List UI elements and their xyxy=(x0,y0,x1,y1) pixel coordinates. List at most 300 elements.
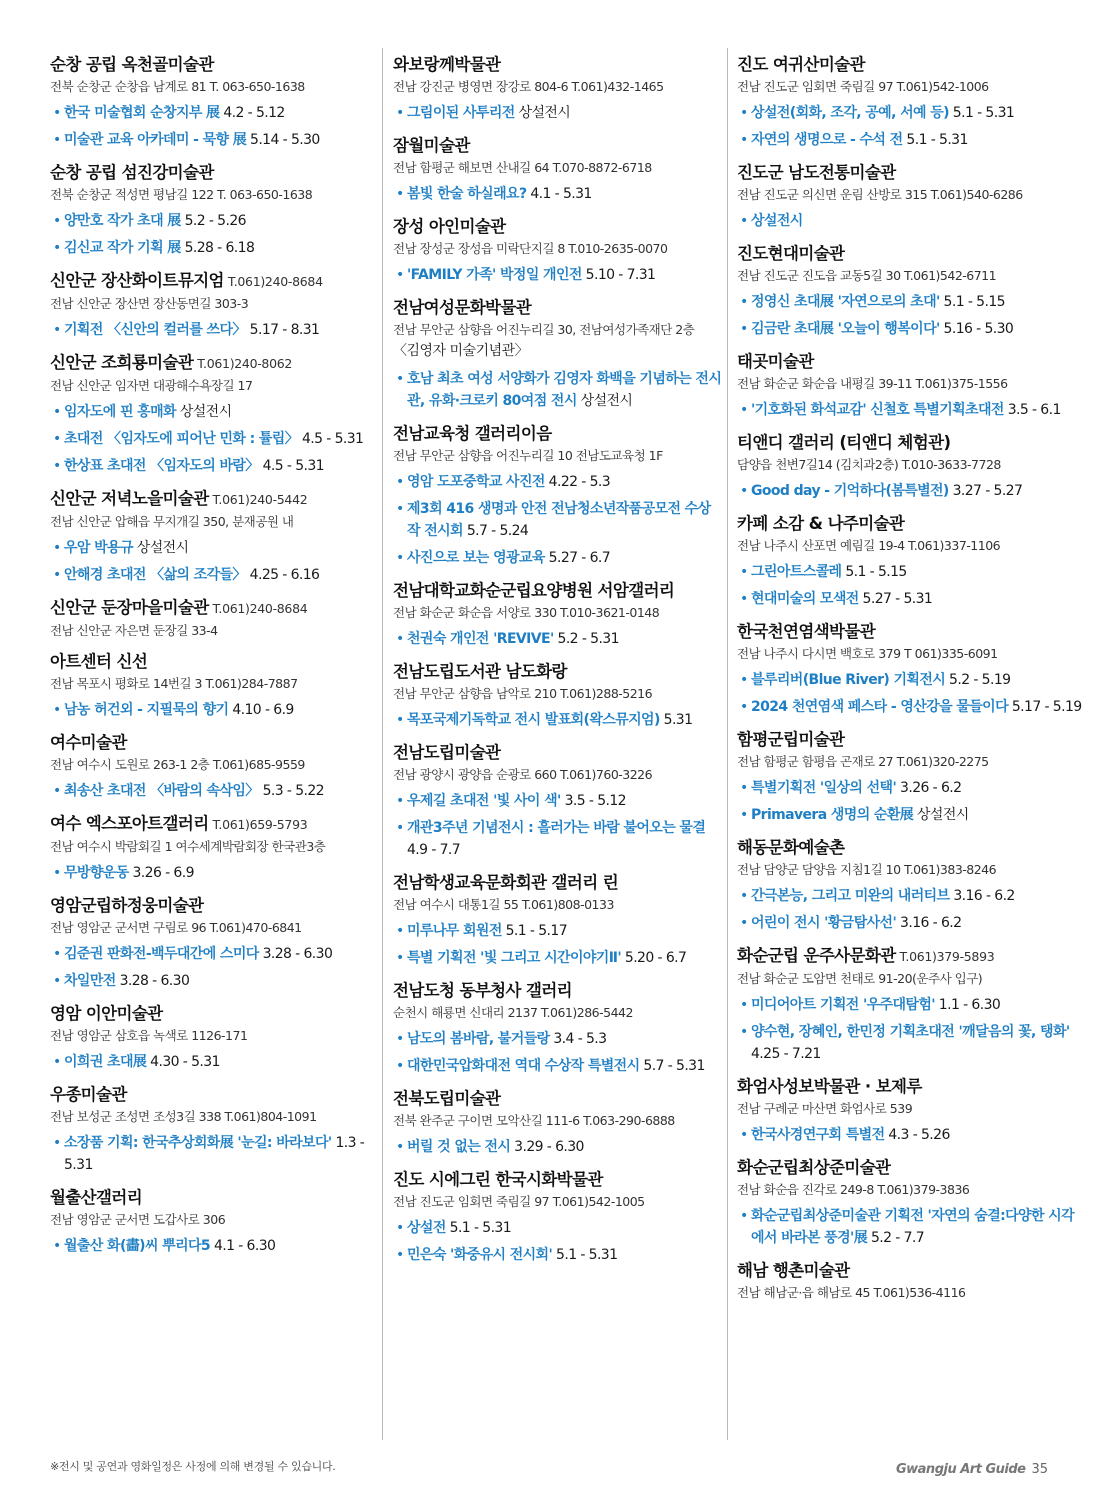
exhibition-date: 5.1 - 5.17 xyxy=(505,923,567,939)
venue-address: 전남 진도군 임회면 죽림길 97 T.061)542-1005 xyxy=(393,1194,645,1209)
exhibition-date: 5.3 - 5.22 xyxy=(262,783,324,799)
exhibition-date: 5.1 - 5.31 xyxy=(906,132,968,148)
venue-address: 전남 신안군 장산면 장산동면길 303-3 xyxy=(50,296,249,311)
venue-entry xyxy=(50,1185,375,1257)
exhibition-item xyxy=(737,777,1082,799)
exhibition-title: 미디어아트 기획전 '우주대탐험' xyxy=(751,997,935,1013)
exhibition-item xyxy=(50,455,375,477)
exhibition-date: 5.1 - 5.15 xyxy=(943,294,1005,310)
venue-title: 순창 공립 옥천골미술관 xyxy=(50,55,214,74)
exhibition-title: 상설전 xyxy=(407,1220,446,1236)
venue-address: 전남 나주시 다시면 백호로 379 T 061)335-6091 xyxy=(737,646,998,661)
exhibition-date: 3.28 - 6.30 xyxy=(262,946,333,962)
exhibition-date: 3.5 - 5.12 xyxy=(564,793,626,809)
venue-title: 전남도립도서관 남도화랑 xyxy=(393,662,567,681)
venue-entry xyxy=(393,52,723,124)
venue-name xyxy=(393,659,723,684)
venue-name xyxy=(737,241,1082,266)
exhibition-date: 4.25 - 6.16 xyxy=(249,567,320,583)
exhibition-item xyxy=(50,970,375,992)
exhibition-item xyxy=(393,102,723,124)
venue-address: 전남 함평군 해보면 산내길 64 T.070-8872-6718 xyxy=(393,160,652,175)
exhibition-title: 대한민국압화대전 역대 수상작 특별전시 xyxy=(407,1058,640,1074)
exhibition-item xyxy=(393,264,723,286)
venue-phone: T.061)240-5442 xyxy=(212,492,308,507)
exhibition-date: 5.2 - 5.26 xyxy=(184,213,246,229)
exhibition-title: 사진으로 보는 영광교육 xyxy=(407,550,545,566)
venue-entry xyxy=(737,52,1082,151)
venue-title: 영암군립하정웅미술관 xyxy=(50,896,204,915)
exhibition-date: 4.25 - 7.21 xyxy=(751,1046,821,1062)
venue-address: 전남 화순읍 진각로 249-8 T.061)379-3836 xyxy=(737,1182,970,1197)
exhibition-title: 상설전(회화, 조각, 공예, 서예 등) xyxy=(751,105,949,121)
venue-entry xyxy=(393,978,723,1077)
exhibition-title: '기호화된 화석교감' 신철호 특별기획초대전 xyxy=(751,402,1004,418)
exhibition-list xyxy=(393,790,723,861)
venue-phone: T.061)379-5893 xyxy=(899,949,995,964)
exhibition-item xyxy=(737,885,1082,907)
venue-phone: T.061)240-8684 xyxy=(212,601,308,616)
venue-entry xyxy=(737,619,1082,718)
exhibition-date: 4.5 - 5.31 xyxy=(262,458,324,474)
venue-address: 전남 담양군 담양읍 지침1길 10 T.061)383-8246 xyxy=(737,862,997,877)
venue-name xyxy=(50,811,375,837)
exhibition-date: 3.27 - 5.27 xyxy=(952,483,1023,499)
exhibition-list xyxy=(50,780,375,802)
exhibition-date: 4.9 - 7.7 xyxy=(407,842,461,858)
venue-entry xyxy=(50,52,375,151)
exhibition-list xyxy=(50,102,375,151)
exhibition-list xyxy=(393,1217,723,1266)
venue-entry xyxy=(50,350,375,477)
venue-phone: T.061)240-8684 xyxy=(227,274,323,289)
exhibition-date: 5.16 - 5.30 xyxy=(943,321,1014,337)
venue-name xyxy=(50,160,375,185)
exhibition-list xyxy=(393,709,723,731)
venue-name xyxy=(737,619,1082,644)
venue-name xyxy=(393,1086,723,1111)
venue-address: 전남 보성군 조성면 조성3길 338 T.061)804-1091 xyxy=(50,1109,317,1124)
venue-title: 카페 소감 & 나주미술관 xyxy=(737,514,905,533)
venue-address: 전남 영암군 군서면 도갑사로 306 xyxy=(50,1212,226,1227)
exhibition-date: 5.10 - 7.31 xyxy=(585,267,656,283)
exhibition-title: 김금란 초대展 '오늘이 행복이다' xyxy=(751,321,940,337)
venue-name xyxy=(50,1185,375,1210)
exhibition-item xyxy=(737,994,1082,1016)
exhibition-list xyxy=(50,699,375,721)
exhibition-date: 5.1 - 5.31 xyxy=(952,105,1015,121)
exhibition-title: 호남 최초 여성 서양화가 김영자 화백을 기념하는 전시관, 유화·크로키 80여점 전시 xyxy=(407,371,722,409)
venue-entry xyxy=(50,1082,375,1176)
exhibition-title: 한상표 초대전 〈임자도의 바람〉 xyxy=(64,458,259,474)
exhibition-date: 5.17 - 5.19 xyxy=(1011,699,1082,715)
exhibition-list xyxy=(737,399,1082,421)
exhibition-item xyxy=(50,1051,375,1073)
exhibition-list xyxy=(737,1124,1082,1146)
exhibition-date: 5.27 - 5.31 xyxy=(862,591,933,607)
venue-address: 전남 영암군 군서면 구림로 96 T.061)470-6841 xyxy=(50,920,302,935)
exhibition-title: 간극본능, 그리고 미완의 내러티브 xyxy=(751,888,950,904)
venue-entry xyxy=(737,835,1082,934)
exhibition-list xyxy=(393,1136,723,1158)
exhibition-title: Good day - 기억하다(봄특별전) xyxy=(751,483,949,499)
exhibition-date: 4.3 - 5.26 xyxy=(888,1127,950,1143)
venue-name xyxy=(737,1155,1082,1180)
listing-column-3 xyxy=(737,52,1082,1311)
exhibition-item xyxy=(50,537,375,559)
exhibition-date: 4.30 - 5.31 xyxy=(150,1054,220,1070)
exhibition-title: 월출산 화(畵)씨 뿌리다5 xyxy=(64,1238,211,1254)
exhibition-item xyxy=(737,129,1082,151)
exhibition-title: 초대전 〈임자도에 피어난 민화 : 튤립〉 xyxy=(64,431,299,447)
exhibition-list xyxy=(737,1205,1082,1249)
exhibition-title: 제3회 416 생명과 안전 전남청소년작품공모전 수상작 전시회 xyxy=(407,501,711,539)
exhibition-title: 임자도에 핀 홍매화 xyxy=(64,404,176,420)
venue-title: 신안군 저녁노을미술관 xyxy=(50,489,209,508)
exhibition-title: 남농 허건외 - 지필묵의 향기 xyxy=(64,702,229,718)
venue-entry xyxy=(50,811,375,884)
venue-entry xyxy=(737,943,1082,1065)
venue-address: 전남 여수시 도원로 263-1 2층 T.061)685-9559 xyxy=(50,757,305,772)
venue-name xyxy=(737,1258,1082,1283)
exhibition-item xyxy=(737,1021,1082,1065)
exhibition-date: 3.28 - 6.30 xyxy=(119,973,190,989)
exhibition-item xyxy=(393,1244,723,1266)
exhibition-item xyxy=(50,319,375,341)
venue-title: 잠월미술관 xyxy=(393,136,470,155)
exhibition-list xyxy=(50,319,375,341)
venue-title: 한국천연염색박물관 xyxy=(737,622,876,641)
exhibition-item xyxy=(50,1132,375,1176)
venue-entry xyxy=(737,1258,1082,1302)
venue-address: 전남 함평군 함평읍 곤재로 27 T.061)320-2275 xyxy=(737,754,989,769)
exhibition-date: 3.5 - 6.1 xyxy=(1007,402,1061,418)
exhibition-item xyxy=(737,588,1082,610)
exhibition-date: 5.7 - 5.24 xyxy=(466,523,529,539)
venue-title: 전남여성문화박물관 xyxy=(393,298,532,317)
exhibition-title: 화순군립최상준미술관 기획전 '자연의 숨결:다양한 시각에서 바라본 풍경'展 xyxy=(751,1208,1075,1246)
exhibition-title: 2024 천연염색 페스타 - 영산강을 물들이다 xyxy=(751,699,1009,715)
venue-entry xyxy=(50,893,375,992)
exhibition-list xyxy=(393,920,723,969)
exhibition-date: 4.1 - 6.30 xyxy=(213,1238,276,1254)
exhibition-item xyxy=(737,210,1082,232)
venue-name xyxy=(50,1082,375,1107)
exhibition-item xyxy=(737,291,1082,313)
venue-address: 전남 화순군 화순읍 서양로 330 T.010-3621-0148 xyxy=(393,605,660,620)
exhibition-title: 'FAMILY 가족' 박정일 개인전 xyxy=(407,267,582,283)
exhibition-title: 특별 기획전 '빛 그리고 시간이야기Ⅱ' xyxy=(407,950,622,966)
exhibition-item xyxy=(50,780,375,802)
exhibition-date: 상설전시 xyxy=(580,393,633,409)
exhibition-date: 4.10 - 6.9 xyxy=(232,702,294,718)
venue-address: 전남 여수시 대통1길 55 T.061)808-0133 xyxy=(393,897,614,912)
venue-address: 전남 구례군 마산면 화엄사로 539 xyxy=(737,1101,913,1116)
venue-title: 장성 아인미술관 xyxy=(393,217,506,236)
exhibition-item xyxy=(737,912,1082,934)
venue-address: 전남 신안군 압해읍 무지개길 350, 분재공원 내 xyxy=(50,514,294,529)
venue-title: 진도 시에그린 한국시화박물관 xyxy=(393,1170,603,1189)
exhibition-list xyxy=(393,368,723,412)
venue-address: 전남 나주시 산포면 예림길 19-4 T.061)337-1106 xyxy=(737,538,1001,553)
venue-name xyxy=(393,133,723,158)
exhibition-title: 영암 도포중학교 사진전 xyxy=(407,474,545,490)
venue-title: 화엄사성보박물관 · 보제루 xyxy=(737,1077,922,1096)
venue-entry xyxy=(393,295,723,412)
exhibition-date: 3.16 - 6.2 xyxy=(953,888,1015,904)
exhibition-title: 그린아트스콜레 xyxy=(751,564,842,580)
exhibition-date: 5.31 xyxy=(663,712,693,728)
exhibition-item xyxy=(393,1136,723,1158)
venue-subheading: 〈김영자 미술기념관〉 xyxy=(393,343,529,359)
venue-name xyxy=(50,730,375,755)
venue-title: 티앤디 갤러리 (티앤디 체험관) xyxy=(737,433,951,452)
exhibition-list xyxy=(737,669,1082,718)
exhibition-item xyxy=(737,1205,1082,1249)
exhibition-item xyxy=(393,368,723,412)
guide-title: Gwangju Art Guide xyxy=(895,1462,1026,1477)
venue-title: 전남학생교육문화회관 갤러리 린 xyxy=(393,873,619,892)
venue-title: 여수미술관 xyxy=(50,733,127,752)
venue-name xyxy=(737,835,1082,860)
exhibition-title: 특별기획전 '일상의 선택' xyxy=(751,780,897,796)
venue-name xyxy=(737,511,1082,536)
exhibition-list xyxy=(393,628,723,650)
exhibition-date: 5.2 - 5.19 xyxy=(949,672,1011,688)
venue-name xyxy=(393,52,723,77)
venue-name xyxy=(50,595,375,621)
venue-title: 진도현대미술관 xyxy=(737,244,845,263)
exhibition-title: 우제길 초대전 '빛 사이 색' xyxy=(407,793,561,809)
venue-entry xyxy=(737,430,1082,502)
exhibition-list xyxy=(393,183,723,205)
venue-address: 전남 무안군 삼향읍 남악로 210 T.061)288-5216 xyxy=(393,686,653,701)
exhibition-title: 미술관 교육 아카데미 - 묵향 展 xyxy=(64,132,247,148)
exhibition-date: 5.28 - 6.18 xyxy=(184,240,255,256)
venue-entry xyxy=(737,241,1082,340)
exhibition-list xyxy=(393,1028,723,1077)
exhibition-item xyxy=(737,399,1082,421)
venue-phone: T.061)659-5793 xyxy=(212,817,308,832)
venue-title: 함평군립미술관 xyxy=(737,730,845,749)
exhibition-list xyxy=(393,102,723,124)
exhibition-title: 최송산 초대전 〈바람의 속삭임〉 xyxy=(64,783,259,799)
exhibition-item xyxy=(737,696,1082,718)
venue-entry xyxy=(50,1001,375,1073)
exhibition-title: 우암 박용규 xyxy=(64,540,133,556)
exhibition-title: 안해경 초대전 〈삶의 조각들〉 xyxy=(64,567,246,583)
exhibition-date: 5.14 - 5.30 xyxy=(250,132,320,148)
venue-entry xyxy=(393,578,723,650)
exhibition-title: 어린이 전시 '황금탐사선' xyxy=(751,915,897,931)
exhibition-title: 그림이된 사투리전 xyxy=(407,105,515,121)
exhibition-title: 천권숙 개인전 'REVIVE' xyxy=(407,631,554,647)
venue-title: 신안군 둔장마을미술관 xyxy=(50,598,209,617)
venue-address: 담양읍 천변7길14 (김치과2층) T.010-3633-7728 xyxy=(737,457,1001,472)
venue-entry xyxy=(50,649,375,721)
exhibition-item xyxy=(393,817,723,861)
venue-entry xyxy=(393,1086,723,1158)
venue-name xyxy=(737,349,1082,374)
venue-name xyxy=(737,160,1082,185)
exhibition-date: 5.1 - 5.31 xyxy=(449,1220,512,1236)
venue-title: 우종미술관 xyxy=(50,1085,127,1104)
exhibition-item xyxy=(393,920,723,942)
venue-address: 전남 영암군 삼호읍 녹색로 1126-171 xyxy=(50,1028,248,1043)
venue-title: 해남 행촌미술관 xyxy=(737,1261,850,1280)
venue-entry xyxy=(50,486,375,586)
venue-entry xyxy=(737,727,1082,826)
venue-name xyxy=(50,893,375,918)
exhibition-list xyxy=(50,1051,375,1073)
venue-address: 전남 무안군 삼향읍 어진누리길 30, 전남여성가족재단 2층 xyxy=(393,322,695,337)
venue-name xyxy=(393,740,723,765)
venue-address: 전남 진도군 임회면 죽림길 97 T.061)542-1006 xyxy=(737,79,989,94)
exhibition-item xyxy=(393,709,723,731)
schedule-change-note: ※전시 및 공연과 영화일정은 사정에 의해 변경될 수 있습니다. xyxy=(50,1460,336,1473)
venue-name xyxy=(50,350,375,376)
venue-name xyxy=(737,52,1082,77)
exhibition-item xyxy=(50,428,375,450)
exhibition-title: 미루나무 회원전 xyxy=(407,923,502,939)
exhibition-title: 버릴 것 없는 전시 xyxy=(407,1139,511,1155)
venue-name xyxy=(393,578,723,603)
exhibition-item xyxy=(737,669,1082,691)
exhibition-item xyxy=(737,480,1082,502)
venue-address: 전북 순창군 적성면 평남길 122 T. 063-650-1638 xyxy=(50,187,313,202)
venue-entry xyxy=(50,268,375,341)
venue-address: 전남 여수시 박람회길 1 여수세계박람회장 한국관3층 xyxy=(50,839,326,854)
venue-address: 전남 진도군 진도읍 교동5길 30 T.061)542-6711 xyxy=(737,268,997,283)
exhibition-title: 소장품 기획: 한국추상회화展 '눈길: 바라보다' xyxy=(64,1135,332,1151)
exhibition-date: 4.1 - 5.31 xyxy=(530,186,592,202)
venue-title: 태곳미술관 xyxy=(737,352,814,371)
exhibition-title: 자연의 생명으로 - 수석 전 xyxy=(751,132,903,148)
venue-name xyxy=(393,214,723,239)
column-divider-1 xyxy=(382,48,383,1440)
column-divider-2 xyxy=(727,48,728,1440)
exhibition-date: 1.3 - 5.31 xyxy=(64,1135,365,1173)
venue-entry xyxy=(393,1167,723,1266)
exhibition-date: 상설전시 xyxy=(136,540,189,556)
venue-title: 신안군 장산화이트뮤지엄 xyxy=(50,271,224,290)
venue-address: 전남 화순군 화순읍 내평길 39-11 T.061)375-1556 xyxy=(737,376,1008,391)
venue-title: 전남도청 동부청사 갤러리 xyxy=(393,981,573,1000)
exhibition-date: 1.1 - 6.30 xyxy=(938,997,1001,1013)
exhibition-list xyxy=(737,291,1082,340)
venue-address: 전남 진도군 의신면 운림 산방로 315 T.061)540-6286 xyxy=(737,187,1023,202)
venue-title: 전남도립미술관 xyxy=(393,743,501,762)
exhibition-list xyxy=(50,401,375,477)
venue-title: 화순군립최상준미술관 xyxy=(737,1158,891,1177)
exhibition-title: 현대미술의 모색전 xyxy=(751,591,859,607)
exhibition-date: 3.29 - 6.30 xyxy=(514,1139,584,1155)
exhibition-date: 5.17 - 8.31 xyxy=(249,322,320,338)
exhibition-item xyxy=(50,401,375,423)
exhibition-title: 민은숙 '화중유시 전시회' xyxy=(407,1247,553,1263)
exhibition-item xyxy=(393,183,723,205)
exhibition-date: 4.2 - 5.12 xyxy=(223,105,285,121)
venue-name xyxy=(50,52,375,77)
venue-entry xyxy=(50,160,375,259)
venue-title: 화순군립 운주사문화관 xyxy=(737,946,896,965)
venue-entry xyxy=(393,214,723,286)
exhibition-date: 상설전시 xyxy=(518,105,571,121)
exhibition-item xyxy=(393,1055,723,1077)
exhibition-item xyxy=(393,1028,723,1050)
exhibition-date: 5.1 - 5.15 xyxy=(845,564,907,580)
exhibition-date: 3.26 - 6.2 xyxy=(900,780,962,796)
exhibition-item xyxy=(393,628,723,650)
venue-name xyxy=(50,486,375,512)
exhibition-item xyxy=(50,564,375,586)
exhibition-list xyxy=(50,943,375,992)
exhibition-date: 5.1 - 5.31 xyxy=(556,1247,618,1263)
venue-address: 전북 완주군 구이면 모악산길 111-6 T.063-290-6888 xyxy=(393,1113,675,1128)
venue-address: 전남 신안군 자은면 둔장길 33-4 xyxy=(50,623,218,638)
venue-title: 전남대학교화순군립요양병원 서암갤러리 xyxy=(393,581,675,600)
exhibition-title: Primavera 생명의 순환展 xyxy=(751,807,914,823)
venue-title: 와보랑께박물관 xyxy=(393,55,501,74)
exhibition-title: 차일만전 xyxy=(64,973,116,989)
venue-name xyxy=(50,649,375,674)
venue-title: 신안군 조희룡미술관 xyxy=(50,353,194,372)
exhibition-list xyxy=(393,471,723,569)
venue-address: 전남 화순군 도암면 천태로 91-20(운주사 입구) xyxy=(737,971,983,986)
exhibition-date: 3.16 - 6.2 xyxy=(900,915,962,931)
venue-title: 영암 이안미술관 xyxy=(50,1004,163,1023)
exhibition-title: 개관3주년 기념전시 : 흘러가는 바람 불어오는 물결 xyxy=(407,820,706,836)
venue-name xyxy=(393,295,723,320)
venue-name xyxy=(393,421,723,446)
exhibition-item xyxy=(393,790,723,812)
venue-title: 진도 여귀산미술관 xyxy=(737,55,865,74)
exhibition-title: 남도의 봄바람, 불거들랑 xyxy=(407,1031,550,1047)
venue-name xyxy=(737,430,1082,455)
exhibition-list xyxy=(50,537,375,586)
exhibition-list xyxy=(393,264,723,286)
exhibition-title: 목포국제기독학교 전시 발표회(왁스뮤지엄) xyxy=(407,712,660,728)
venue-entry xyxy=(393,740,723,861)
exhibition-item xyxy=(50,210,375,232)
exhibition-item xyxy=(393,947,723,969)
exhibition-title: 양수현, 장혜인, 한민정 기획초대전 '깨달음의 꽃, 탱화' xyxy=(751,1024,1070,1040)
exhibition-list xyxy=(737,561,1082,610)
venue-title: 해동문화예술촌 xyxy=(737,838,845,857)
exhibition-item xyxy=(393,471,723,493)
exhibition-item xyxy=(737,804,1082,826)
venue-name xyxy=(393,978,723,1003)
exhibition-item xyxy=(393,1217,723,1239)
venue-entry xyxy=(50,730,375,802)
venue-entry xyxy=(393,659,723,731)
exhibition-title: 봄빛 한술 하실래요? xyxy=(407,186,527,202)
venue-name xyxy=(737,727,1082,752)
exhibition-item xyxy=(50,943,375,965)
exhibition-title: 상설전시 xyxy=(751,213,803,229)
venue-title: 여수 엑스포아트갤러리 xyxy=(50,814,209,833)
exhibition-date: 상설전시 xyxy=(917,807,969,823)
exhibition-item xyxy=(50,699,375,721)
venue-title: 아트센터 신선 xyxy=(50,652,148,671)
exhibition-list xyxy=(737,210,1082,232)
venue-entry xyxy=(393,133,723,205)
exhibition-date: 4.5 - 5.31 xyxy=(301,431,364,447)
listing-column-2 xyxy=(393,52,723,1275)
venue-entry xyxy=(737,511,1082,610)
page-footer xyxy=(896,1462,1048,1477)
exhibition-item xyxy=(393,547,723,569)
